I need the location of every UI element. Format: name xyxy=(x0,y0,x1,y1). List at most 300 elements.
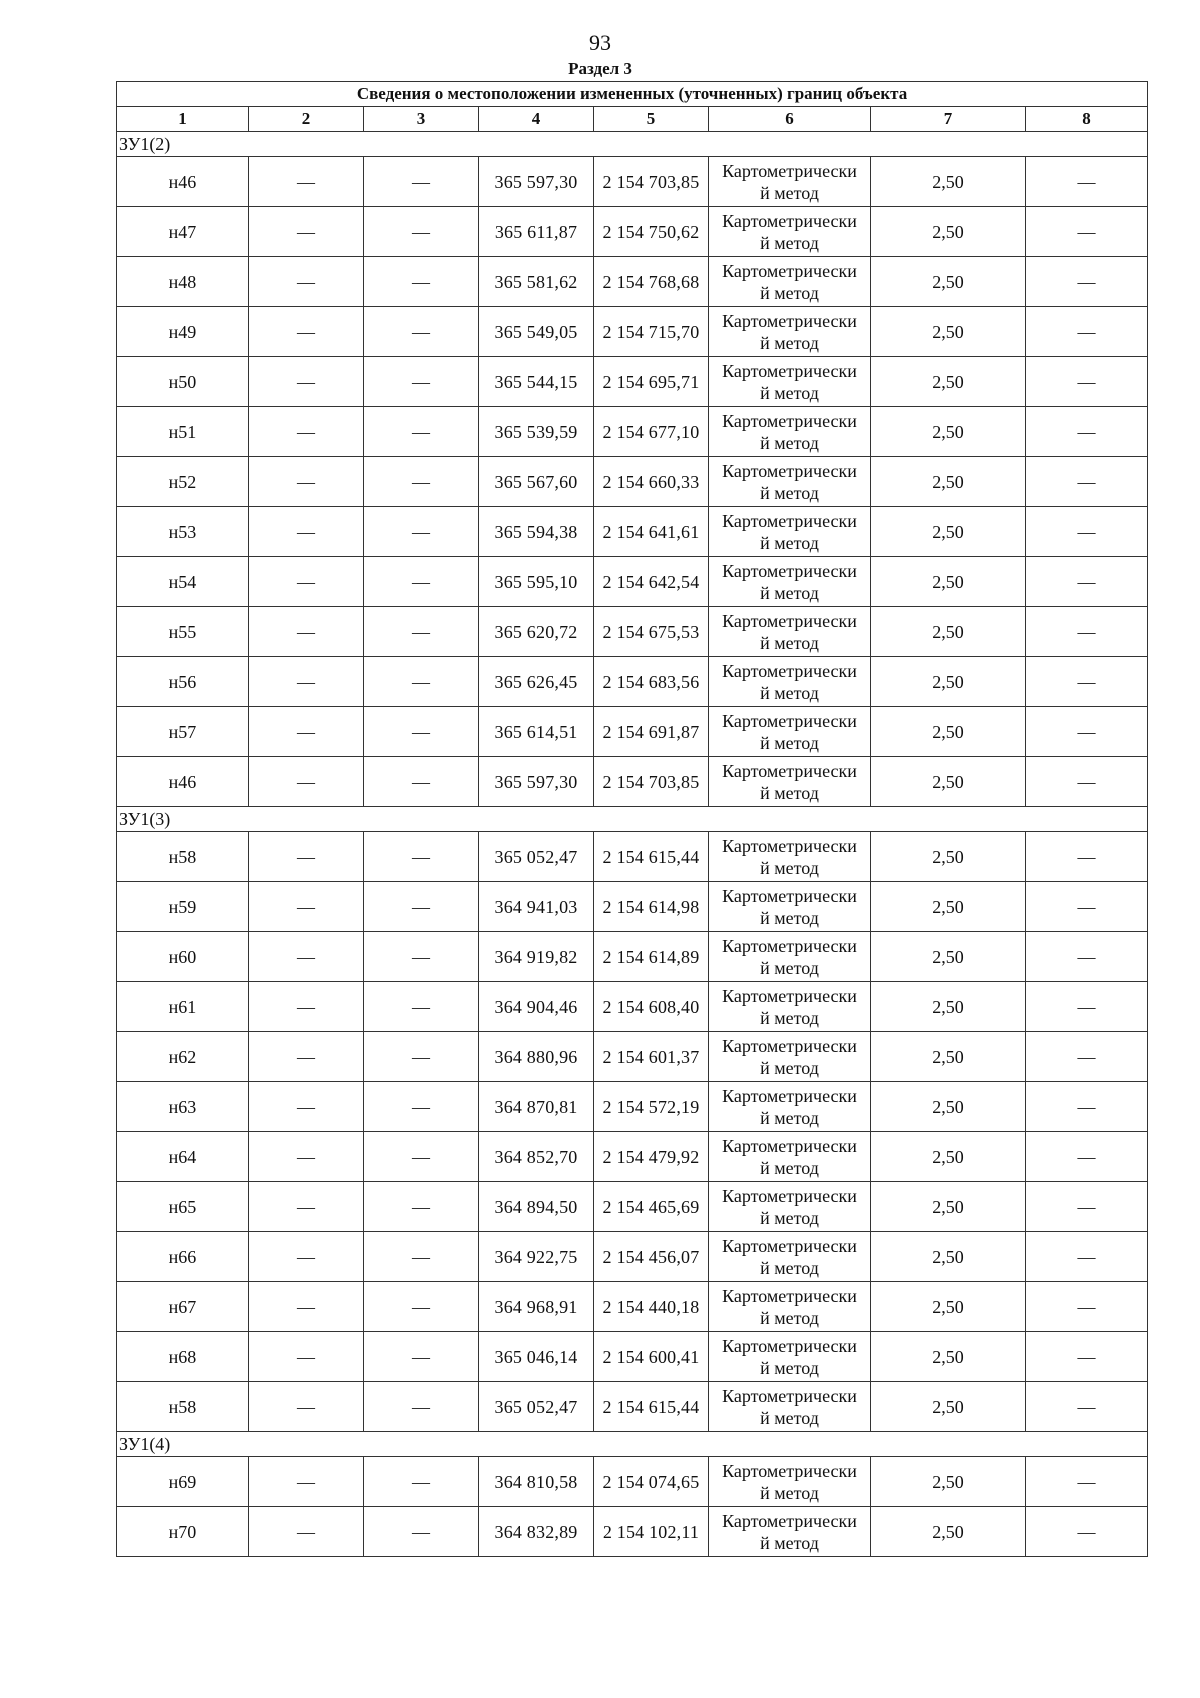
empty-dash-cell: — xyxy=(364,1382,479,1432)
empty-dash-cell: — xyxy=(249,757,364,807)
method-line: Картометрически xyxy=(722,1135,857,1156)
method-cell xyxy=(709,1032,871,1082)
method-cell xyxy=(709,357,871,407)
y-coordinate-cell: 2 154 614,89 xyxy=(594,932,709,982)
x-coordinate-cell: 365 597,30 xyxy=(479,157,594,207)
y-coordinate-cell: 2 154 615,44 xyxy=(594,1382,709,1432)
y-coordinate-cell: 2 154 641,61 xyxy=(594,507,709,557)
precision-cell: 2,50 xyxy=(871,207,1026,257)
empty-dash-cell: — xyxy=(1026,157,1148,207)
empty-dash-cell: — xyxy=(249,407,364,457)
empty-dash-cell: — xyxy=(1026,457,1148,507)
empty-dash-cell: — xyxy=(1026,657,1148,707)
table-row xyxy=(117,657,1148,707)
method-line: й метод xyxy=(760,582,819,603)
y-coordinate-cell: 2 154 074,65 xyxy=(594,1457,709,1507)
table-row xyxy=(117,357,1148,407)
empty-dash-cell: — xyxy=(1026,357,1148,407)
table-row xyxy=(117,1082,1148,1132)
empty-dash-cell: — xyxy=(364,932,479,982)
precision-cell: 2,50 xyxy=(871,357,1026,407)
empty-dash-cell: — xyxy=(249,207,364,257)
table-row xyxy=(117,407,1148,457)
empty-dash-cell: — xyxy=(249,1232,364,1282)
precision-cell: 2,50 xyxy=(871,1507,1026,1557)
x-coordinate-cell: 364 968,91 xyxy=(479,1282,594,1332)
x-coordinate-cell: 365 626,45 xyxy=(479,657,594,707)
column-header: 7 xyxy=(871,107,1026,132)
empty-dash-cell: — xyxy=(1026,1082,1148,1132)
precision-cell: 2,50 xyxy=(871,1182,1026,1232)
table-row xyxy=(117,1382,1148,1432)
empty-dash-cell: — xyxy=(364,207,479,257)
y-coordinate-cell: 2 154 703,85 xyxy=(594,757,709,807)
empty-dash-cell: — xyxy=(364,832,479,882)
method-cell xyxy=(709,557,871,607)
x-coordinate-cell: 364 832,89 xyxy=(479,1507,594,1557)
table-row xyxy=(117,707,1148,757)
point-cell: н61 xyxy=(117,982,249,1032)
empty-dash-cell: — xyxy=(249,1032,364,1082)
x-coordinate-cell: 365 567,60 xyxy=(479,457,594,507)
point-cell: н67 xyxy=(117,1282,249,1332)
empty-dash-cell: — xyxy=(249,507,364,557)
y-coordinate-cell: 2 154 715,70 xyxy=(594,307,709,357)
empty-dash-cell: — xyxy=(249,832,364,882)
x-coordinate-cell: 364 894,50 xyxy=(479,1182,594,1232)
precision-cell: 2,50 xyxy=(871,707,1026,757)
method-line: й метод xyxy=(760,682,819,703)
y-coordinate-cell: 2 154 608,40 xyxy=(594,982,709,1032)
method-line: й метод xyxy=(760,282,819,303)
table-row xyxy=(117,932,1148,982)
method-line: Картометрически xyxy=(722,560,857,581)
y-coordinate-cell: 2 154 615,44 xyxy=(594,832,709,882)
method-line: й метод xyxy=(760,1207,819,1228)
empty-dash-cell: — xyxy=(364,982,479,1032)
method-cell xyxy=(709,457,871,507)
point-cell: н62 xyxy=(117,1032,249,1082)
empty-dash-cell: — xyxy=(1026,1282,1148,1332)
empty-dash-cell: — xyxy=(249,1507,364,1557)
method-line: й метод xyxy=(760,782,819,803)
point-cell: н60 xyxy=(117,932,249,982)
empty-dash-cell: — xyxy=(249,882,364,932)
empty-dash-cell: — xyxy=(249,607,364,657)
method-line: й метод xyxy=(760,1107,819,1128)
empty-dash-cell: — xyxy=(1026,407,1148,457)
precision-cell: 2,50 xyxy=(871,507,1026,557)
empty-dash-cell: — xyxy=(249,657,364,707)
method-cell xyxy=(709,657,871,707)
method-line: й метод xyxy=(760,532,819,553)
method-cell xyxy=(709,982,871,1032)
empty-dash-cell: — xyxy=(364,1457,479,1507)
method-line: Картометрически xyxy=(722,1235,857,1256)
method-cell xyxy=(709,707,871,757)
table-row xyxy=(117,1332,1148,1382)
table-row xyxy=(117,1457,1148,1507)
method-line: й метод xyxy=(760,1057,819,1078)
group-row xyxy=(117,807,1148,832)
method-line: й метод xyxy=(760,332,819,353)
method-cell xyxy=(709,832,871,882)
point-cell: н52 xyxy=(117,457,249,507)
x-coordinate-cell: 365 594,38 xyxy=(479,507,594,557)
y-coordinate-cell: 2 154 750,62 xyxy=(594,207,709,257)
empty-dash-cell: — xyxy=(1026,832,1148,882)
y-coordinate-cell: 2 154 703,85 xyxy=(594,157,709,207)
method-line: Картометрически xyxy=(722,1385,857,1406)
precision-cell: 2,50 xyxy=(871,257,1026,307)
empty-dash-cell: — xyxy=(249,257,364,307)
method-line: Картометрически xyxy=(722,1185,857,1206)
group-label: ЗУ1(3) xyxy=(117,807,1148,832)
x-coordinate-cell: 365 611,87 xyxy=(479,207,594,257)
method-line: Картометрически xyxy=(722,210,857,231)
table-row xyxy=(117,457,1148,507)
y-coordinate-cell: 2 154 677,10 xyxy=(594,407,709,457)
y-coordinate-cell: 2 154 614,98 xyxy=(594,882,709,932)
precision-cell: 2,50 xyxy=(871,157,1026,207)
empty-dash-cell: — xyxy=(364,307,479,357)
empty-dash-cell: — xyxy=(364,757,479,807)
precision-cell: 2,50 xyxy=(871,607,1026,657)
method-line: й метод xyxy=(760,907,819,928)
method-line: й метод xyxy=(760,1007,819,1028)
method-line: Картометрически xyxy=(722,835,857,856)
method-cell xyxy=(709,1282,871,1332)
point-cell: н66 xyxy=(117,1232,249,1282)
method-line: Картометрически xyxy=(722,310,857,331)
point-cell: н47 xyxy=(117,207,249,257)
precision-cell: 2,50 xyxy=(871,832,1026,882)
empty-dash-cell: — xyxy=(364,1282,479,1332)
group-label: ЗУ1(4) xyxy=(117,1432,1148,1457)
x-coordinate-cell: 364 922,75 xyxy=(479,1232,594,1282)
method-line: й метод xyxy=(760,382,819,403)
method-cell xyxy=(709,607,871,657)
precision-cell: 2,50 xyxy=(871,1282,1026,1332)
empty-dash-cell: — xyxy=(249,1182,364,1232)
empty-dash-cell: — xyxy=(364,257,479,307)
precision-cell: 2,50 xyxy=(871,1457,1026,1507)
point-cell: н50 xyxy=(117,357,249,407)
method-line: Картометрически xyxy=(722,985,857,1006)
y-coordinate-cell: 2 154 675,53 xyxy=(594,607,709,657)
empty-dash-cell: — xyxy=(249,982,364,1032)
method-line: Картометрически xyxy=(722,1285,857,1306)
empty-dash-cell: — xyxy=(1026,1457,1148,1507)
x-coordinate-cell: 365 614,51 xyxy=(479,707,594,757)
method-line: Картометрически xyxy=(722,935,857,956)
precision-cell: 2,50 xyxy=(871,307,1026,357)
method-line: Картометрически xyxy=(722,360,857,381)
method-cell xyxy=(709,1507,871,1557)
method-cell xyxy=(709,882,871,932)
x-coordinate-cell: 365 544,15 xyxy=(479,357,594,407)
method-line: й метод xyxy=(760,432,819,453)
point-cell: н49 xyxy=(117,307,249,357)
precision-cell: 2,50 xyxy=(871,407,1026,457)
table-row xyxy=(117,307,1148,357)
empty-dash-cell: — xyxy=(364,157,479,207)
method-line: й метод xyxy=(760,1357,819,1378)
empty-dash-cell: — xyxy=(1026,307,1148,357)
y-coordinate-cell: 2 154 601,37 xyxy=(594,1032,709,1082)
precision-cell: 2,50 xyxy=(871,1332,1026,1382)
point-cell: н46 xyxy=(117,157,249,207)
method-line: й метод xyxy=(760,957,819,978)
precision-cell: 2,50 xyxy=(871,657,1026,707)
table-row xyxy=(117,1282,1148,1332)
x-coordinate-cell: 365 052,47 xyxy=(479,1382,594,1432)
point-cell: н70 xyxy=(117,1507,249,1557)
point-cell: н46 xyxy=(117,757,249,807)
precision-cell: 2,50 xyxy=(871,1032,1026,1082)
empty-dash-cell: — xyxy=(249,557,364,607)
method-line: й метод xyxy=(760,1532,819,1553)
point-cell: н65 xyxy=(117,1182,249,1232)
point-cell: н58 xyxy=(117,832,249,882)
empty-dash-cell: — xyxy=(1026,257,1148,307)
x-coordinate-cell: 364 904,46 xyxy=(479,982,594,1032)
table-row xyxy=(117,607,1148,657)
empty-dash-cell: — xyxy=(249,1282,364,1332)
table-row xyxy=(117,1507,1148,1557)
empty-dash-cell: — xyxy=(249,1382,364,1432)
method-cell xyxy=(709,1232,871,1282)
method-line: Картометрически xyxy=(722,660,857,681)
precision-cell: 2,50 xyxy=(871,882,1026,932)
empty-dash-cell: — xyxy=(364,357,479,407)
empty-dash-cell: — xyxy=(364,657,479,707)
column-header: 5 xyxy=(594,107,709,132)
x-coordinate-cell: 364 810,58 xyxy=(479,1457,594,1507)
empty-dash-cell: — xyxy=(364,1507,479,1557)
empty-dash-cell: — xyxy=(1026,1382,1148,1432)
method-cell xyxy=(709,1082,871,1132)
method-line: Картометрически xyxy=(722,1335,857,1356)
y-coordinate-cell: 2 154 642,54 xyxy=(594,557,709,607)
table-row xyxy=(117,757,1148,807)
empty-dash-cell: — xyxy=(1026,557,1148,607)
empty-dash-cell: — xyxy=(364,457,479,507)
point-cell: н56 xyxy=(117,657,249,707)
table-row xyxy=(117,1032,1148,1082)
method-line: й метод xyxy=(760,1157,819,1178)
method-cell xyxy=(709,932,871,982)
method-cell xyxy=(709,1457,871,1507)
empty-dash-cell: — xyxy=(364,882,479,932)
empty-dash-cell: — xyxy=(1026,1032,1148,1082)
empty-dash-cell: — xyxy=(1026,207,1148,257)
method-cell xyxy=(709,1332,871,1382)
point-cell: н48 xyxy=(117,257,249,307)
method-cell xyxy=(709,207,871,257)
y-coordinate-cell: 2 154 683,56 xyxy=(594,657,709,707)
y-coordinate-cell: 2 154 465,69 xyxy=(594,1182,709,1232)
column-header: 2 xyxy=(249,107,364,132)
method-cell xyxy=(709,307,871,357)
method-cell xyxy=(709,407,871,457)
y-coordinate-cell: 2 154 479,92 xyxy=(594,1132,709,1182)
empty-dash-cell: — xyxy=(364,407,479,457)
precision-cell: 2,50 xyxy=(871,1232,1026,1282)
method-cell xyxy=(709,757,871,807)
precision-cell: 2,50 xyxy=(871,932,1026,982)
table-row xyxy=(117,832,1148,882)
section-title: Раздел 3 xyxy=(568,59,632,78)
method-line: Картометрически xyxy=(722,1510,857,1531)
empty-dash-cell: — xyxy=(364,557,479,607)
empty-dash-cell: — xyxy=(249,307,364,357)
page-number: 93 xyxy=(589,30,611,55)
empty-dash-cell: — xyxy=(364,707,479,757)
y-coordinate-cell: 2 154 768,68 xyxy=(594,257,709,307)
empty-dash-cell: — xyxy=(1026,1182,1148,1232)
method-line: Картометрически xyxy=(722,1460,857,1481)
y-coordinate-cell: 2 154 572,19 xyxy=(594,1082,709,1132)
method-line: Картометрически xyxy=(722,160,857,181)
column-header: 1 xyxy=(117,107,249,132)
empty-dash-cell: — xyxy=(249,1332,364,1382)
point-cell: н57 xyxy=(117,707,249,757)
group-row xyxy=(117,132,1148,157)
point-cell: н58 xyxy=(117,1382,249,1432)
empty-dash-cell: — xyxy=(1026,607,1148,657)
table-caption: Сведения о местоположении измененных (уточненных) границ объекта xyxy=(117,82,1148,107)
empty-dash-cell: — xyxy=(364,507,479,557)
point-cell: н55 xyxy=(117,607,249,657)
x-coordinate-cell: 364 941,03 xyxy=(479,882,594,932)
table-row xyxy=(117,257,1148,307)
empty-dash-cell: — xyxy=(1026,982,1148,1032)
empty-dash-cell: — xyxy=(1026,1507,1148,1557)
empty-dash-cell: — xyxy=(1026,932,1148,982)
y-coordinate-cell: 2 154 660,33 xyxy=(594,457,709,507)
point-cell: н51 xyxy=(117,407,249,457)
point-cell: н69 xyxy=(117,1457,249,1507)
table-row xyxy=(117,1232,1148,1282)
empty-dash-cell: — xyxy=(249,1457,364,1507)
y-coordinate-cell: 2 154 691,87 xyxy=(594,707,709,757)
method-cell xyxy=(709,157,871,207)
empty-dash-cell: — xyxy=(249,1132,364,1182)
empty-dash-cell: — xyxy=(249,1082,364,1132)
table-caption-row xyxy=(117,82,1148,107)
method-cell xyxy=(709,1132,871,1182)
x-coordinate-cell: 364 880,96 xyxy=(479,1032,594,1082)
method-line: Картометрически xyxy=(722,510,857,531)
column-header: 6 xyxy=(709,107,871,132)
method-line: й метод xyxy=(760,482,819,503)
x-coordinate-cell: 364 870,81 xyxy=(479,1082,594,1132)
empty-dash-cell: — xyxy=(1026,707,1148,757)
y-coordinate-cell: 2 154 600,41 xyxy=(594,1332,709,1382)
precision-cell: 2,50 xyxy=(871,1382,1026,1432)
x-coordinate-cell: 364 919,82 xyxy=(479,932,594,982)
empty-dash-cell: — xyxy=(1026,1332,1148,1382)
method-line: Картометрически xyxy=(722,410,857,431)
method-line: Картометрически xyxy=(722,610,857,631)
x-coordinate-cell: 365 052,47 xyxy=(479,832,594,882)
empty-dash-cell: — xyxy=(1026,507,1148,557)
method-line: Картометрически xyxy=(722,760,857,781)
x-coordinate-cell: 365 549,05 xyxy=(479,307,594,357)
table-row xyxy=(117,557,1148,607)
point-cell: н53 xyxy=(117,507,249,557)
method-line: й метод xyxy=(760,232,819,253)
method-cell xyxy=(709,1182,871,1232)
method-cell xyxy=(709,257,871,307)
x-coordinate-cell: 365 046,14 xyxy=(479,1332,594,1382)
method-line: Картометрически xyxy=(722,460,857,481)
precision-cell: 2,50 xyxy=(871,557,1026,607)
table-row xyxy=(117,507,1148,557)
method-line: й метод xyxy=(760,1482,819,1503)
method-line: Картометрически xyxy=(722,1085,857,1106)
group-row xyxy=(117,1432,1148,1457)
empty-dash-cell: — xyxy=(364,1132,479,1182)
y-coordinate-cell: 2 154 440,18 xyxy=(594,1282,709,1332)
x-coordinate-cell: 365 620,72 xyxy=(479,607,594,657)
column-header: 4 xyxy=(479,107,594,132)
table-row xyxy=(117,157,1148,207)
table-row xyxy=(117,1132,1148,1182)
method-line: й метод xyxy=(760,1257,819,1278)
table-row xyxy=(117,1182,1148,1232)
empty-dash-cell: — xyxy=(364,1232,479,1282)
method-cell xyxy=(709,507,871,557)
empty-dash-cell: — xyxy=(249,707,364,757)
empty-dash-cell: — xyxy=(364,1332,479,1382)
y-coordinate-cell: 2 154 695,71 xyxy=(594,357,709,407)
method-line: й метод xyxy=(760,1407,819,1428)
empty-dash-cell: — xyxy=(1026,1132,1148,1182)
method-line: Картометрически xyxy=(722,1035,857,1056)
point-cell: н68 xyxy=(117,1332,249,1382)
empty-dash-cell: — xyxy=(249,157,364,207)
method-line: Картометрически xyxy=(722,710,857,731)
empty-dash-cell: — xyxy=(249,457,364,507)
method-line: Картометрически xyxy=(722,885,857,906)
precision-cell: 2,50 xyxy=(871,982,1026,1032)
x-coordinate-cell: 364 852,70 xyxy=(479,1132,594,1182)
group-label: ЗУ1(2) xyxy=(117,132,1148,157)
empty-dash-cell: — xyxy=(364,607,479,657)
boundary-table xyxy=(116,81,1148,1557)
column-header: 3 xyxy=(364,107,479,132)
method-line: й метод xyxy=(760,632,819,653)
empty-dash-cell: — xyxy=(364,1082,479,1132)
method-line: й метод xyxy=(760,182,819,203)
point-cell: н64 xyxy=(117,1132,249,1182)
empty-dash-cell: — xyxy=(364,1182,479,1232)
y-coordinate-cell: 2 154 456,07 xyxy=(594,1232,709,1282)
empty-dash-cell: — xyxy=(249,932,364,982)
method-line: Картометрически xyxy=(722,260,857,281)
x-coordinate-cell: 365 595,10 xyxy=(479,557,594,607)
empty-dash-cell: — xyxy=(364,1032,479,1082)
method-cell xyxy=(709,1382,871,1432)
method-line: й метод xyxy=(760,857,819,878)
precision-cell: 2,50 xyxy=(871,1132,1026,1182)
table-row xyxy=(117,207,1148,257)
empty-dash-cell: — xyxy=(1026,1232,1148,1282)
column-header: 8 xyxy=(1026,107,1148,132)
precision-cell: 2,50 xyxy=(871,757,1026,807)
